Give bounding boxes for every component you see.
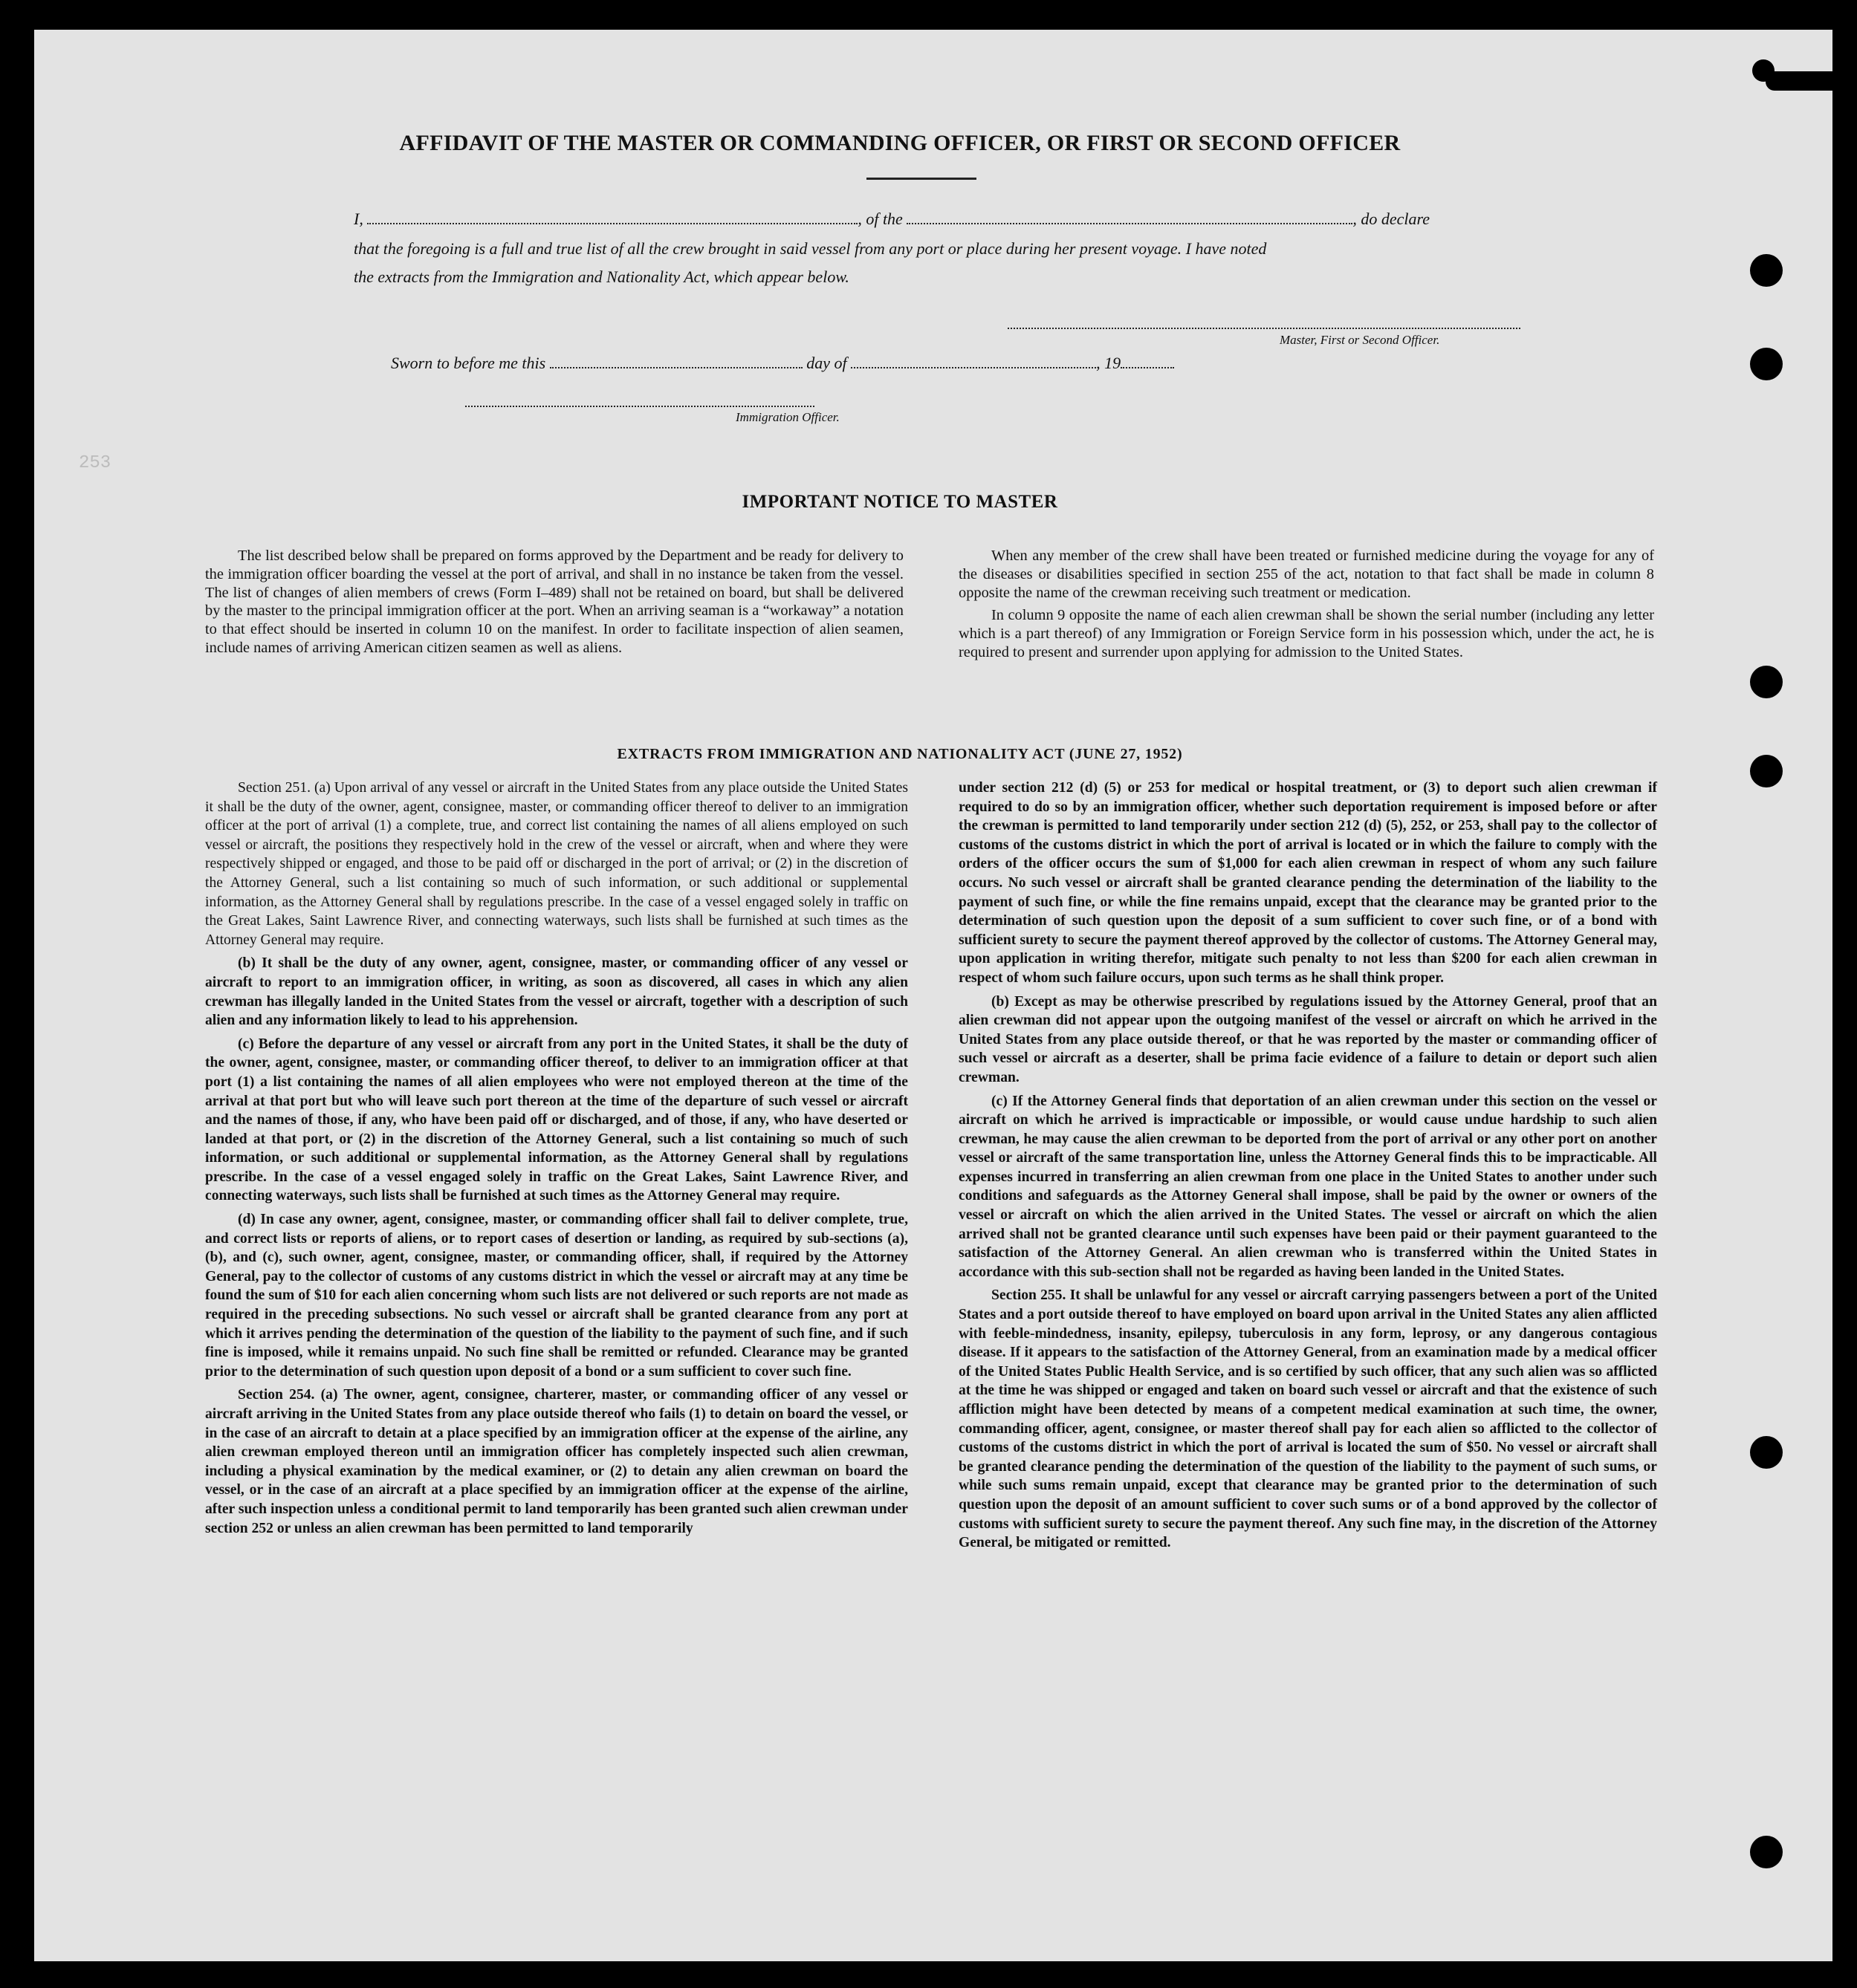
year-text: , 19 [1096, 354, 1121, 372]
ink-smudge [1766, 71, 1832, 91]
name-field[interactable] [367, 222, 858, 224]
section-254-b: (b) Except as may be otherwise prescribed by regulations issued by the Attorney General, proof that an alien crewman did not appear upon the outgoing manifest of the vessel or aircraft on which he arrived in the United States from any place outside thereof, or that he was reported by the master or commanding officer of such vessel or aircraft as a deserter, shall be prima facie evidence of a failure to detain or deport such alien crewman. [959, 993, 1657, 1085]
master-signature-label: Master, First or Second Officer. [1280, 333, 1440, 347]
section-254-c: (c) If the Attorney General finds that deportation of an alien crewman under this section on the vessel or aircraft on which he arrived is impracticable or impossible, or would cause undue hardship to such alien crewman, he may cause the alien crewman to be deported from the port of arrival or any other port on another vessel or aircraft of the same transportation line, unless the Attorney General finds this to be impracticable. All expenses incurred in transferring an alien crewman from one place in the United States to another under such conditions and safeguards as the Attorney General shall impose, shall be paid by the owner or owners of the vessel or aircraft on which the alien arrived in the United States. The vessel or aircraft on which the alien arrived shall not be granted clearance until such expenses have been paid or their payment guaranteed to the satisfaction of the Attorney General. An alien crewman who is transferred within the United States in accordance with this sub-section shall not be regarded as having been landed in the United States. [959, 1093, 1657, 1280]
master-signature-line[interactable] [1008, 327, 1520, 329]
sworn-day-field[interactable] [550, 366, 803, 368]
decl-i: I, [354, 209, 363, 228]
document-page [34, 30, 1832, 1961]
decl-of-the: , of the [858, 209, 903, 228]
notice-left-column [205, 547, 904, 662]
extracts-title: EXTRACTS FROM IMMIGRATION AND NATIONALITY ACT (JUNE 27, 1952) [617, 746, 1183, 762]
section-251-a: Section 251. (a) Upon arrival of any vessel or aircraft in the United States from any place outside the United States it shall be the duty of the owner, agent, consignee, master, or commanding officer thereof to deliver to an immigration officer at the port of arrival (1) a complete, true, and correct list containing the names of all aliens employed on such vessel or aircraft, the positions they respectively hold in the crew of the vessel or aircraft, when and where they were respectively shipped or engaged, and those to be paid off or discharged in the port of arrival; or (2) in the discretion of the Attorney General, such a list containing so much of such information, or such additional or supplemental information, as the Attorney General shall by regulations prescribe. In the case of a vessel engaged solely in traffic on the Great Lakes, Saint Lawrence River, and connecting waterways, such lists shall be furnished at such times as the Attorney General may require. [205, 780, 908, 948]
title-rule [866, 178, 976, 180]
notice-left-paragraph: The list described below shall be prepared on forms approved by the Department and be ready for delivery to the immigration officer boarding the vessel at the port of arrival, and shall in no instance be taken from the vessel. The list of changes of alien members of crews (Form I–489) shall not be retained on board, but shall be delivered by the master to the principal immigration officer at the port. When an arriving seaman is a “workaway” a notation to that effect should be inserted in column 10 on the manifest. In order to facilitate inspection of alien seamen, include names of arriving American citizen seamen as well as aliens. [205, 548, 904, 656]
notice-title: IMPORTANT NOTICE TO MASTER [742, 492, 1058, 512]
declaration-line-1 [354, 209, 1550, 229]
binder-hole [1750, 666, 1783, 698]
extracts-left-column [205, 779, 908, 1542]
extracts-right-column [959, 779, 1657, 1557]
binder-hole [1750, 348, 1783, 380]
section-251-b: (b) It shall be the duty of any owner, agent, consignee, master, or commanding officer of any vessel or aircraft to report to an immigration officer, in writing, as soon as discovered, all cases in which any alien crewman has illegally landed in the United States from the vessel or aircraft, together with a description of such alien and any information likely to lead to his apprehension. [205, 955, 908, 1029]
section-254-a-continued: under section 212 (d) (5) or 253 for medical or hospital treatment, or (3) to deport such alien crewman if required to do so by an immigration officer, whether such deportation requirement is imposed before or after the crewman is permitted to land temporarily under section 212 (d) (5), 252, or 253, shall pay to the collector of customs of the customs district in which the port of arrival is located or in which the failure to comply with the orders of the officer occurs the sum of $1,000 for each alien crewman in respect of whom any such failure occurs. No such vessel or aircraft shall be granted clearance pending the determination of the liability to the payment of such fine, or while the fine remains unpaid, except that the clearance may be granted prior to the determination of such question upon the deposit of a sum sufficient to cover such fine, or of a bond with sufficient surety to secure the payment thereof approved by the collector of customs. The Attorney General may, upon application in writing therefor, mitigate such penalty to not less than $200 for each alien crewman in respect of whom such failure occurs, upon such terms as he shall think proper. [959, 780, 1657, 986]
decl-do-declare: , do declare [1352, 209, 1430, 228]
sworn-year-field[interactable] [1121, 366, 1174, 368]
section-251-d: (d) In case any owner, agent, consignee, master, or commanding officer shall fail to deliver complete, true, and correct lists or reports of aliens, or to report cases of desertion or landing, as required by sub-sections (a), (b), and (c), such owner, agent, consignee, master, or commanding officer, shall, if required by the Attorney General, pay to the collector of customs of any customs district in which the vessel or aircraft may at any time be found the sum of $10 for each alien concerning whom such lists are not delivered or such reports are not made as required in the preceding subsections. No such vessel or aircraft shall be granted clearance from any port at which it arrives pending the determination of the question of the liability to the payment of such fine, and if such fine is imposed, while it remains unpaid. No such fine shall be remitted or refunded. Clearance may be granted prior to the determination of such question upon deposit of a bond or a sum sufficient to cover such fine. [205, 1212, 908, 1380]
officer-signature-line[interactable] [465, 405, 814, 407]
vessel-field[interactable] [907, 222, 1352, 224]
section-255: Section 255. It shall be unlawful for any vessel or aircraft carrying passengers between a port of the United States and a port outside thereof to have employed on board upon arrival in the United States any alien afflicted with feeble-mindedness, insanity, epilepsy, tuberculosis in any form, leprosy, or any dangerous contagious disease. If it appears to the satisfaction of the Attorney General, from an examination made by a medical officer of the United States Public Health Service, and is so certified by such officer, that any such alien was so afflicted at the time he was shipped or engaged and taken on board such vessel or aircraft and that the existence of such affliction might have been detected by means of a competent medical examination at such time, the owner, commanding officer, agent, consignee, or master thereof shall pay for each alien so afflicted to the collector of customs of the customs district in which the port of arrival is located the sum of $50. No vessel or aircraft shall be granted clearance pending the determination of the question of the liability to the payment of such sums, or while such sums remain unpaid, except that clearance may be granted prior to the determination of such question upon the deposit of an amount sufficient to cover such sums or of a bond approved by the collector of customs with sufficient surety to secure the payment thereof. Any such fine may, in the discretion of the Attorney General, be mitigated or remitted. [959, 1287, 1657, 1551]
sworn-month-field[interactable] [851, 366, 1096, 368]
section-251-c: (c) Before the departure of any vessel or aircraft from any port in the United States, it shall be the duty of the owner, agent, consignee, master, or commanding officer thereof, to deliver to an immigration officer at that port (1) a list containing the names of all alien employees who were not employed thereon at the time of the arrival at that port but who will leave such port thereon at the time of the departure of such vessel or aircraft and the names of those, if any, who have been paid off or discharged, and of those, if any, who have deserted or landed at that port, or (2) in the discretion of the Attorney General, such a list containing so much of such information, or such additional or supplemental information, as the Attorney General shall by regulations prescribe. In the case of a vessel engaged solely in traffic on the Great Lakes, Saint Lawrence River, and connecting waterways, such lists shall be furnished at such times as the Attorney General may require. [205, 1036, 908, 1204]
sworn-text: Sworn to before me this [391, 354, 546, 372]
binder-hole [1750, 254, 1783, 287]
binder-hole [1750, 1436, 1783, 1469]
day-of-text: day of [806, 354, 847, 372]
officer-signature-label: Immigration Officer. [736, 410, 840, 424]
notice-right-paragraph-1: When any member of the crew shall have been treated or furnished medicine during the voyage for any of the diseases or disabilities specified in section 255 of the act, notation to that fact shall be made in column 8 opposite the name of the crewman receiving such treatment or medication. [959, 548, 1654, 601]
declaration-line-2: that the foregoing is a full and true list of all the crew brought in said vessel from any port or place during her present voyage. I have noted [354, 239, 1267, 258]
notice-right-column [959, 547, 1654, 666]
affidavit-title: AFFIDAVIT OF THE MASTER OR COMMANDING OFFICER, OR FIRST OR SECOND OFFICER [399, 131, 1401, 155]
declaration-line-3: the extracts from the Immigration and Nationality Act, which appear below. [354, 267, 849, 286]
bleed-through-mark: 253 [79, 453, 111, 473]
section-254-a: Section 254. (a) The owner, agent, consignee, charterer, master, or commanding officer of any vessel or aircraft arriving in the United States from any place outside thereof who fails (1) to detain on board the vessel, or in the case of an aircraft to detain at a place specified by an immigration officer at the expense of the airline, any alien crewman employed thereon until an immigration officer has completely inspected such alien crewman, including a physical examination by the medical examiner, or (2) to detain any alien crewman on board the vessel, or in the case of an aircraft at a place specified by an immigration officer at the expense of the airline, after such inspection unless a conditional permit to land temporarily has been granted such alien crewman under section 252 or unless an alien crewman has been permitted to land temporarily [205, 1387, 908, 1536]
sworn-line [391, 354, 1587, 373]
binder-hole [1750, 755, 1783, 787]
notice-right-paragraph-2: In column 9 opposite the name of each alien crewman shall be shown the serial number (including any letter which is a part thereof) of any Immigration or Foreign Service form in his possession which, under the act, he is required to present and surrender upon applying for admission to the United States. [959, 607, 1654, 660]
binder-hole [1750, 1836, 1783, 1868]
